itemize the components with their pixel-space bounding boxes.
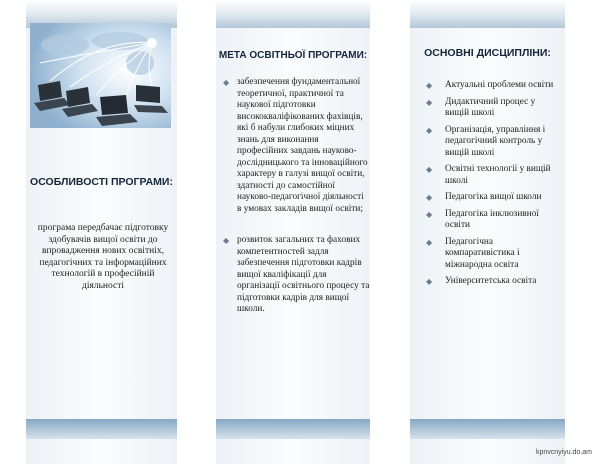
- diamond-bullet-icon: ◆: [426, 97, 433, 107]
- diamond-bullet-icon: ◆: [426, 237, 433, 247]
- discipline-text: Дидактичний процес у вищій школі: [445, 96, 536, 118]
- discipline-text: Університетська освіта: [445, 276, 537, 286]
- list-item: [410, 237, 565, 272]
- diamond-bullet-icon: ◆: [426, 81, 433, 90]
- diamond-bullet-icon: ◆: [426, 125, 433, 135]
- list-item: [410, 97, 565, 120]
- right-panel: [410, 0, 565, 464]
- discipline-text: Педагогічна компаративістика і міжнародна освіта: [445, 236, 520, 270]
- list-item: [410, 125, 565, 160]
- diamond-bullet-icon: ◆: [223, 78, 230, 87]
- bottom-bar: [410, 419, 565, 439]
- list-item: [410, 192, 565, 204]
- diamond-bullet-icon: ◆: [426, 193, 433, 202]
- middle-panel: [216, 0, 370, 464]
- features-text: програма передбачає підготовку здобувачів вищої освіти до впровадження нових освітніх, педагогічних та інформаційних технологій в професійній діяльності: [37, 223, 169, 291]
- list-item: [216, 235, 370, 316]
- features-heading: ОСОБЛИВОСТІ ПРОГРАМИ:: [30, 176, 173, 188]
- watermark: kpnvcnyiyu.do.am: [535, 449, 592, 456]
- discipline-text: Організація, управління і педагогічний контроль у вищій школі: [445, 124, 546, 158]
- list-item: [410, 276, 565, 288]
- diamond-bullet-icon: ◆: [426, 209, 433, 219]
- diamond-bullet-icon: ◆: [426, 277, 433, 286]
- discipline-text: Освітні технології у вищій школі: [445, 164, 551, 186]
- disciplines-list: [410, 80, 565, 288]
- diamond-bullet-icon: ◆: [223, 236, 230, 245]
- list-item: [410, 209, 565, 232]
- diamond-bullet-icon: ◆: [426, 165, 433, 174]
- goal-item-text: розвиток загальних та фахових компетентностей задля забезпечення підготовки кадрів вищої кваліфікації для організації освітнього процесу та підготовки кадрів для вищої школи.: [237, 235, 370, 314]
- network-laptops-image: [30, 23, 171, 128]
- disciplines-heading: ОСНОВНІ ДИСЦИПЛІНИ:: [424, 47, 551, 59]
- list-item: [410, 164, 565, 187]
- discipline-text: Актуальні проблеми освіти: [445, 80, 554, 90]
- top-bar: [410, 0, 565, 28]
- goal-item-text: забезпечення фундаментальної теоретичної, практичної та наукової підготовки висококваліфікованих фахівців, які б набули глибоких міцних знань для виконання професійних завдань науково-дослідницького та інноваційного характеру в галузі вищої освіти, здатності до самостійної науково-педагогічної діяльності в умовах закладів вищої освіти;: [237, 77, 368, 214]
- goal-heading: МЕТА ОСВІТНЬОЇ ПРОГРАМИ:: [218, 50, 368, 61]
- goal-list: [216, 77, 370, 316]
- list-item: [410, 80, 565, 92]
- bottom-bar: [26, 419, 177, 439]
- discipline-text: Педагогіка вищої школи: [445, 192, 542, 202]
- left-panel: [26, 0, 177, 464]
- top-bar: [216, 0, 370, 28]
- discipline-text: Педагогіка інклюзивної освіти: [445, 208, 539, 230]
- bottom-bar: [216, 419, 370, 439]
- list-item: [216, 77, 370, 215]
